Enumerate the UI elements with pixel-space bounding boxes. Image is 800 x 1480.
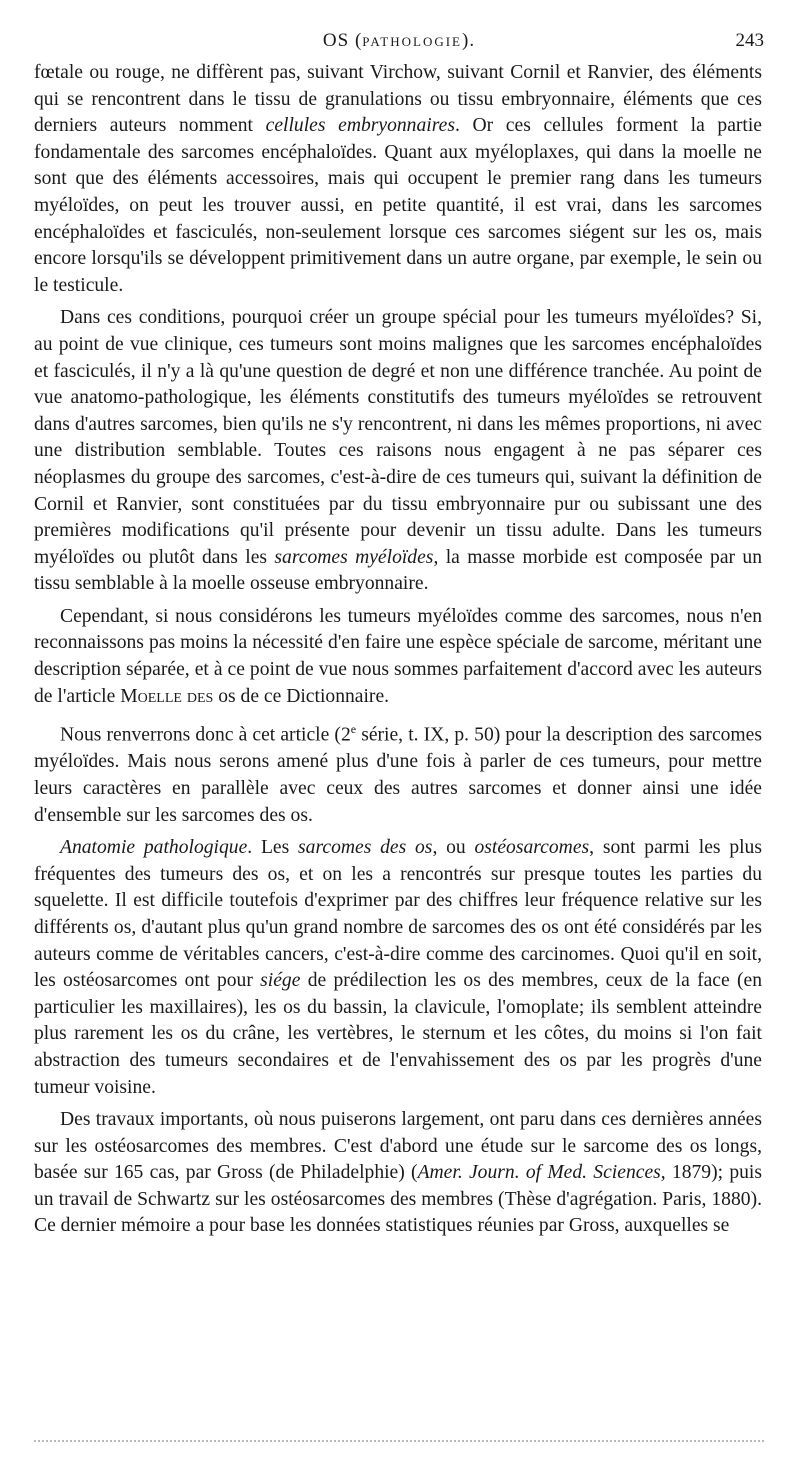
body-text xyxy=(34,60,762,1246)
small-caps-text: Moelle des xyxy=(120,685,214,707)
paragraph xyxy=(34,604,762,710)
paragraph xyxy=(34,716,762,829)
header-title: OS (PATHOLOGIE). xyxy=(322,30,476,51)
text-run: . Les xyxy=(247,837,299,859)
italic-text: Anatomie pathologique xyxy=(60,837,248,859)
text-run: Cependant, si nous considérons les tumeurs myéloïdes comme des sarcomes, nous n'en reconnaissons pas moins la nécessité d'en faire une espèce spéciale de sarcome, méritant une description séparée, et à ce point de vue nous sommes parfaitement d'accord avec les auteurs de l'article xyxy=(34,605,762,707)
italic-text: sarcomes des os xyxy=(298,837,433,859)
footer-rule xyxy=(34,1440,764,1442)
italic-text: Amer. Journ. of Med. Sciences xyxy=(417,1162,661,1184)
italic-text: siége xyxy=(260,970,301,992)
superscript: e xyxy=(350,722,357,737)
paragraph xyxy=(34,60,762,299)
text-run: . Or ces cellules forment la partie fondamentale des sarcomes encéphaloïdes. Quant aux myéloplaxes, qui dans la moelle ne sont que des éléments accessoires, mais qui occupent le premier rang dans les tumeurs myéloïdes, on peut les trouver aussi, en petite quantité, il est vrai, dans les sarcomes encéphaloïdes et fasciculés, non-seulement lorsque ces sarcomes siégent sur les os, mais encore lorsqu'ils se développent primitivement dans un autre organe, par exemple, le sein ou le testicule. xyxy=(34,115,763,296)
text-run: , la masse morbide est composée par un tissu semblable à la moelle osseuse embryonnaire. xyxy=(34,546,763,595)
text-run: fœtale ou rouge, ne diffèrent pas, suivant Virchow, suivant Cornil et Ranvier, des éléments qui se rencontrent dans le tissu de granulations ou tissu embryonnaire, éléments que ces derniers auteurs nomment xyxy=(34,62,762,137)
text-run: , sont parmi les plus fréquentes des tumeurs des os, et on les a rencontrés sur presque toutes les parties du squelette. Il est difficile toutefois d'exprimer par des chiffres leur fréquence relative sur les différents os, d'autant plus qu'un grand nombre de sarcomes des os ont été considérés par les auteurs comme de véritables cancers, c'est-à-dire comme des carcinomes. Quoi qu'il en soit, les ostéosarcomes ont pour xyxy=(34,837,762,992)
paragraph xyxy=(34,835,762,1101)
paragraph xyxy=(34,1107,762,1240)
text-run: Dans ces conditions, pourquoi créer un groupe spécial pour les tumeurs myéloïdes? Si, au point de vue clinique, ces tumeurs sont moins malignes que les sarcomes encéphaloïdes et fasciculés, il n'y a là qu'une question de degré et non une différence tranchée. Au point de vue anatomo-pathologique, les éléments constitutifs des tumeurs myéloïdes se retrouvent dans d'autres sarcomes, bien qu'ils ne s'y rencontrent, ni dans les mêmes proportions, ni avec une distribution semblable. Toutes ces raisons nous engagent à ne pas séparer ces néoplasmes du groupe des sarcomes, c'est-à-dire de ces tumeurs qui, suivant la définition de Cornil et Ranvier, sont constituées par du tissu embryonnaire pur ou subissant une des premières modifications qu'il présente pour devenir un tissu adulte. Dans les tumeurs myéloïdes ou plutôt dans les xyxy=(34,307,762,568)
text-run: série, t. IX, p. 50) pour la description des sarcomes myéloïdes. Mais nous serons amené plus d'une fois à parler de ces tumeurs, pour mettre leurs caractères en parallèle avec ceux des autres sarcomes et donner ainsi une idée d'ensemble sur les sarcomes des os. xyxy=(34,724,762,826)
italic-text: ostéosarcomes xyxy=(474,837,590,859)
text-run: Nous renverrons donc à cet article (2 xyxy=(60,724,351,746)
running-header xyxy=(34,30,764,58)
text-run: , 1879); puis un travail de Schwartz sur les ostéosarcomes des membres (Thèse d'agrégation. Paris, 1880). Ce dernier mémoire a pour base les données statistiques réunies par Gross, auxquelles se xyxy=(34,1162,762,1237)
text-run: Des travaux importants, où nous puiserons largement, ont paru dans ces dernières années sur les ostéosarcomes des membres. C'est d'abord une étude sur le sarcome des os longs, basée sur 165 cas, par Gross (de Philadelphie) ( xyxy=(34,1109,762,1184)
italic-text: sarcomes myéloïdes xyxy=(274,546,434,568)
paragraph xyxy=(34,305,762,598)
text-run: , ou xyxy=(432,837,475,859)
text-run: de prédilection les os des membres, ceux de la face (en particulier les maxillaires), les os du bassin, la clavicule, l'omoplate; ils semblent atteindre plus rarement les os du crâne, les vertèbres, le sternum et les côtes, du moins si l'on fait abstraction des tumeurs secondaires et de l'envahissement des os par les progrès d'une tumeur voisine. xyxy=(34,970,762,1098)
text-run: os de ce Dictionnaire. xyxy=(213,685,390,707)
italic-text: cellules embryonnaires xyxy=(265,115,455,137)
page-number: 243 xyxy=(735,30,764,51)
